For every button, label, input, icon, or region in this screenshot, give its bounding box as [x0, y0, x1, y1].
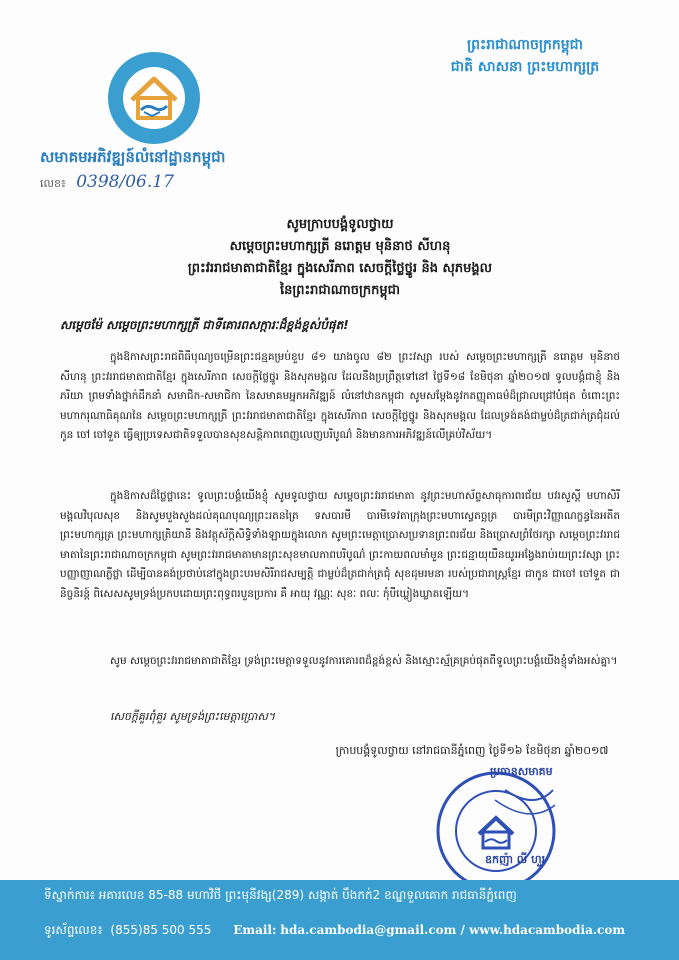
- email-and-website: hda.cambodia@gmail.com / www.hdacambodia.com: [280, 923, 626, 937]
- official-stamp: [435, 770, 557, 892]
- salutation: សម្តេចម៉ែ សម្តេចព្រះមហាក្សត្រី ជាទីគោរពសក្ការៈដ៏ខ្ពង់ខ្ពស់បំផុត!: [60, 318, 349, 332]
- body-paragraph-1: ក្នុងឱកាសព្រះរាជពិធីបុណ្យចម្រើនព្រះជន្មគម្រប់ខួប ៨១ យាងចូល ៨២ ព្រះវស្សា របស់ សម្តេចព្រះមហាក្សត្រី នរោត្តម មុនិនាថ សីហនុ ព្រះវររាជមាតាជាតិខ្មែរ ក្នុងសេរីភាព សេចក្តីថ្លៃថ្នូរ និងសុភមង្គល ដែលនឹងប្រព្រឹត្តទៅនៅ ថ្ងៃទី១៨ ខែមិថុនា ឆ្នាំ២០១៧ ទូលបង្គំជាខ្ញុំ និងភរិយា ព្រមទាំងថ្នាក់ដឹកនាំ សមាជិក-សមាជិកា នៃសមាគមអ្នកអភិវឌ្ឍន៍ លំនៅឋានកម្ពុជា សូមសម្តែងនូវកតញ្ញុតាធម៌ដ៏ជ្រាលជ្រៅបំផុត ចំពោះព្រះមហាករុណាធិគុណនៃ សម្តេចព្រះមហាក្សត្រី ព្រះវររាជមាតាជាតិខ្មែរ ក្នុងសេរីភាព សេចក្តីថ្លៃថ្នូរ និងសុភមង្គល ដែលទ្រង់គង់ជាម្លប់ដ៏ត្រជាក់ត្រជុំដល់ កូន ចៅ ចៅទួត ធ្វើឲ្យប្រទេសជាតិទទួលបានសុខសន្តិភាពពេញលេញបរិបូណ៌ និងមានការអភិវឌ្ឍន៍លើគ្រប់វិស័យ។: [60, 351, 620, 442]
- kingdom-line-1: ព្រះរាជាណាចក្រកម្ពុជា: [466, 37, 583, 53]
- title-line-1: សូមក្រាបបង្គំទូលថ្វាយ: [286, 217, 394, 232]
- footer-address: ទីស្នាក់ការ៖ អគារលេខ 85-88 មហាវិថី ព្រះមុនីវង្ស(289) សង្កាត់ បឹងកក់2 ខណ្ឌទួលគោក រាជធានីភ្នំពេញ: [44, 888, 517, 902]
- reference-number-line: [40, 172, 174, 193]
- footer-contact: [44, 922, 625, 940]
- letter-title: [60, 214, 620, 302]
- date-line: ក្រាបបង្គំទូលថ្វាយ នៅរាជធានីភ្នំពេញ ថ្ងៃទី១៦ ខែមិថុនា ឆ្នាំ២០១៧: [335, 744, 609, 757]
- house-handshake-icon: [108, 52, 200, 144]
- phone-number: (855)85 500 555: [110, 923, 212, 937]
- title-line-4: នៃព្រះរាជាណាចក្រកម្ពុជា: [279, 283, 401, 298]
- reference-number: 0398/06.17: [76, 172, 174, 192]
- closing-line: សេចក្តីគួរពុំគួរ សូមទ្រង់ព្រះមេត្តាប្រោស។: [110, 710, 276, 723]
- organization-name: សមាគមអភិវឌ្ឍន៍លំនៅដ្ឋានកម្ពុជា: [40, 148, 226, 166]
- body-paragraph-3: សូម សម្តេចព្រះវររាជមាតាជាតិខ្មែរ ទ្រង់ព្រះមេត្តាទទួលនូវការគោរពដ៏ខ្ពង់ខ្ពស់ និងស្មោះស្ម័គ្រគ្រប់ផុតពីទូលព្រះបង្គំយើងខ្ញុំទាំងអស់គ្នា។: [110, 655, 618, 667]
- kingdom-line-2: ជាតិ សាសនា ព្រះមហាក្សត្រ: [450, 59, 600, 75]
- kingdom-motto: [420, 34, 630, 78]
- title-line-3: ព្រះវររាជមាតាជាតិខ្មែរ ក្នុងសេរីភាព សេចក្តីថ្លៃថ្នូរ និង សុភមង្គល: [187, 261, 493, 276]
- body-paragraph-2: ក្នុងឱកាសដ៏ថ្លៃថ្លានេះ ទូលព្រះបង្គំយើងខ្ញុំ សូមទូលថ្វាយ សម្តេចព្រះវររាជមាតា នូវព្រះមហាស័ព្ទសាធុការពរជ័យ បវរសួស្តី មហាសិរីមង្គលវិបុលសុខ និងសូមបួងសួងដល់គុណបុណ្យព្រះរតនត្រៃ ទសបារមី បារមីទេវតាក្រុងព្រះមហាស្វេតច្ឆត្រ បារមីព្រះវិញ្ញាណក្ខន្ធនៃអតីតព្រះមហាក្សត្រ ព្រះមហាក្សត្រិយានី និងវត្ថុស័ក្តិសិទ្ធិទាំងឡាយក្នុងលោក សូមព្រះមេត្តាប្រោសប្រទានព្រះពរជ័យ និងប្រោសព្រំថែរក្សា សម្តេចព្រះវររាជមាតានៃព្រះរាជាណាចក្រកម្ពុជា សូមព្រះវររាជមាតាមានព្រះសុខមាលភាពបរិបូណ៌ ព្រះកាយពលមាំមួន ព្រះជន្មាយុយឺនយូរអង្វែងរាប់រយព្រះវស្សា ព្រះបញ្ញាញាណភ្លឺថ្លា ដើម្បីបានគង់ប្រថាប់នៅក្នុងព្រះបរមសិរីរាជសម្បត្តិ ជាម្លប់ដ៏ត្រជាក់ត្រជុំ សុខដុមរមនា របស់ប្រជារាស្ត្រខ្មែរ ជាកូន ជាចៅ ចៅទួត ជានិច្ចនិរន្ត៍ ពិសេសសូមទ្រង់ប្រកបដោយព្រះពុទ្ធពរបួនប្រការ គឺ អាយុ វណ្ណៈ សុខៈ ពលៈ កុំបីឃ្លៀងឃ្លាតឡើយ។: [60, 490, 620, 600]
- signer-role: ប្រធានសមាគម: [490, 765, 553, 778]
- phone-label: ទូរស័ព្ទលេខ៖: [44, 923, 103, 937]
- title-line-2: សម្តេចព្រះមហាក្សត្រី នរោត្តម មុនិនាថ សីហនុ: [229, 239, 451, 254]
- email-label: Email:: [233, 923, 277, 937]
- letter-footer: [0, 880, 679, 960]
- signer-name: ឧកញ៉ា លី ហួរ: [485, 853, 546, 866]
- reference-label: លេខ៖: [40, 177, 66, 190]
- association-logo: [108, 52, 200, 144]
